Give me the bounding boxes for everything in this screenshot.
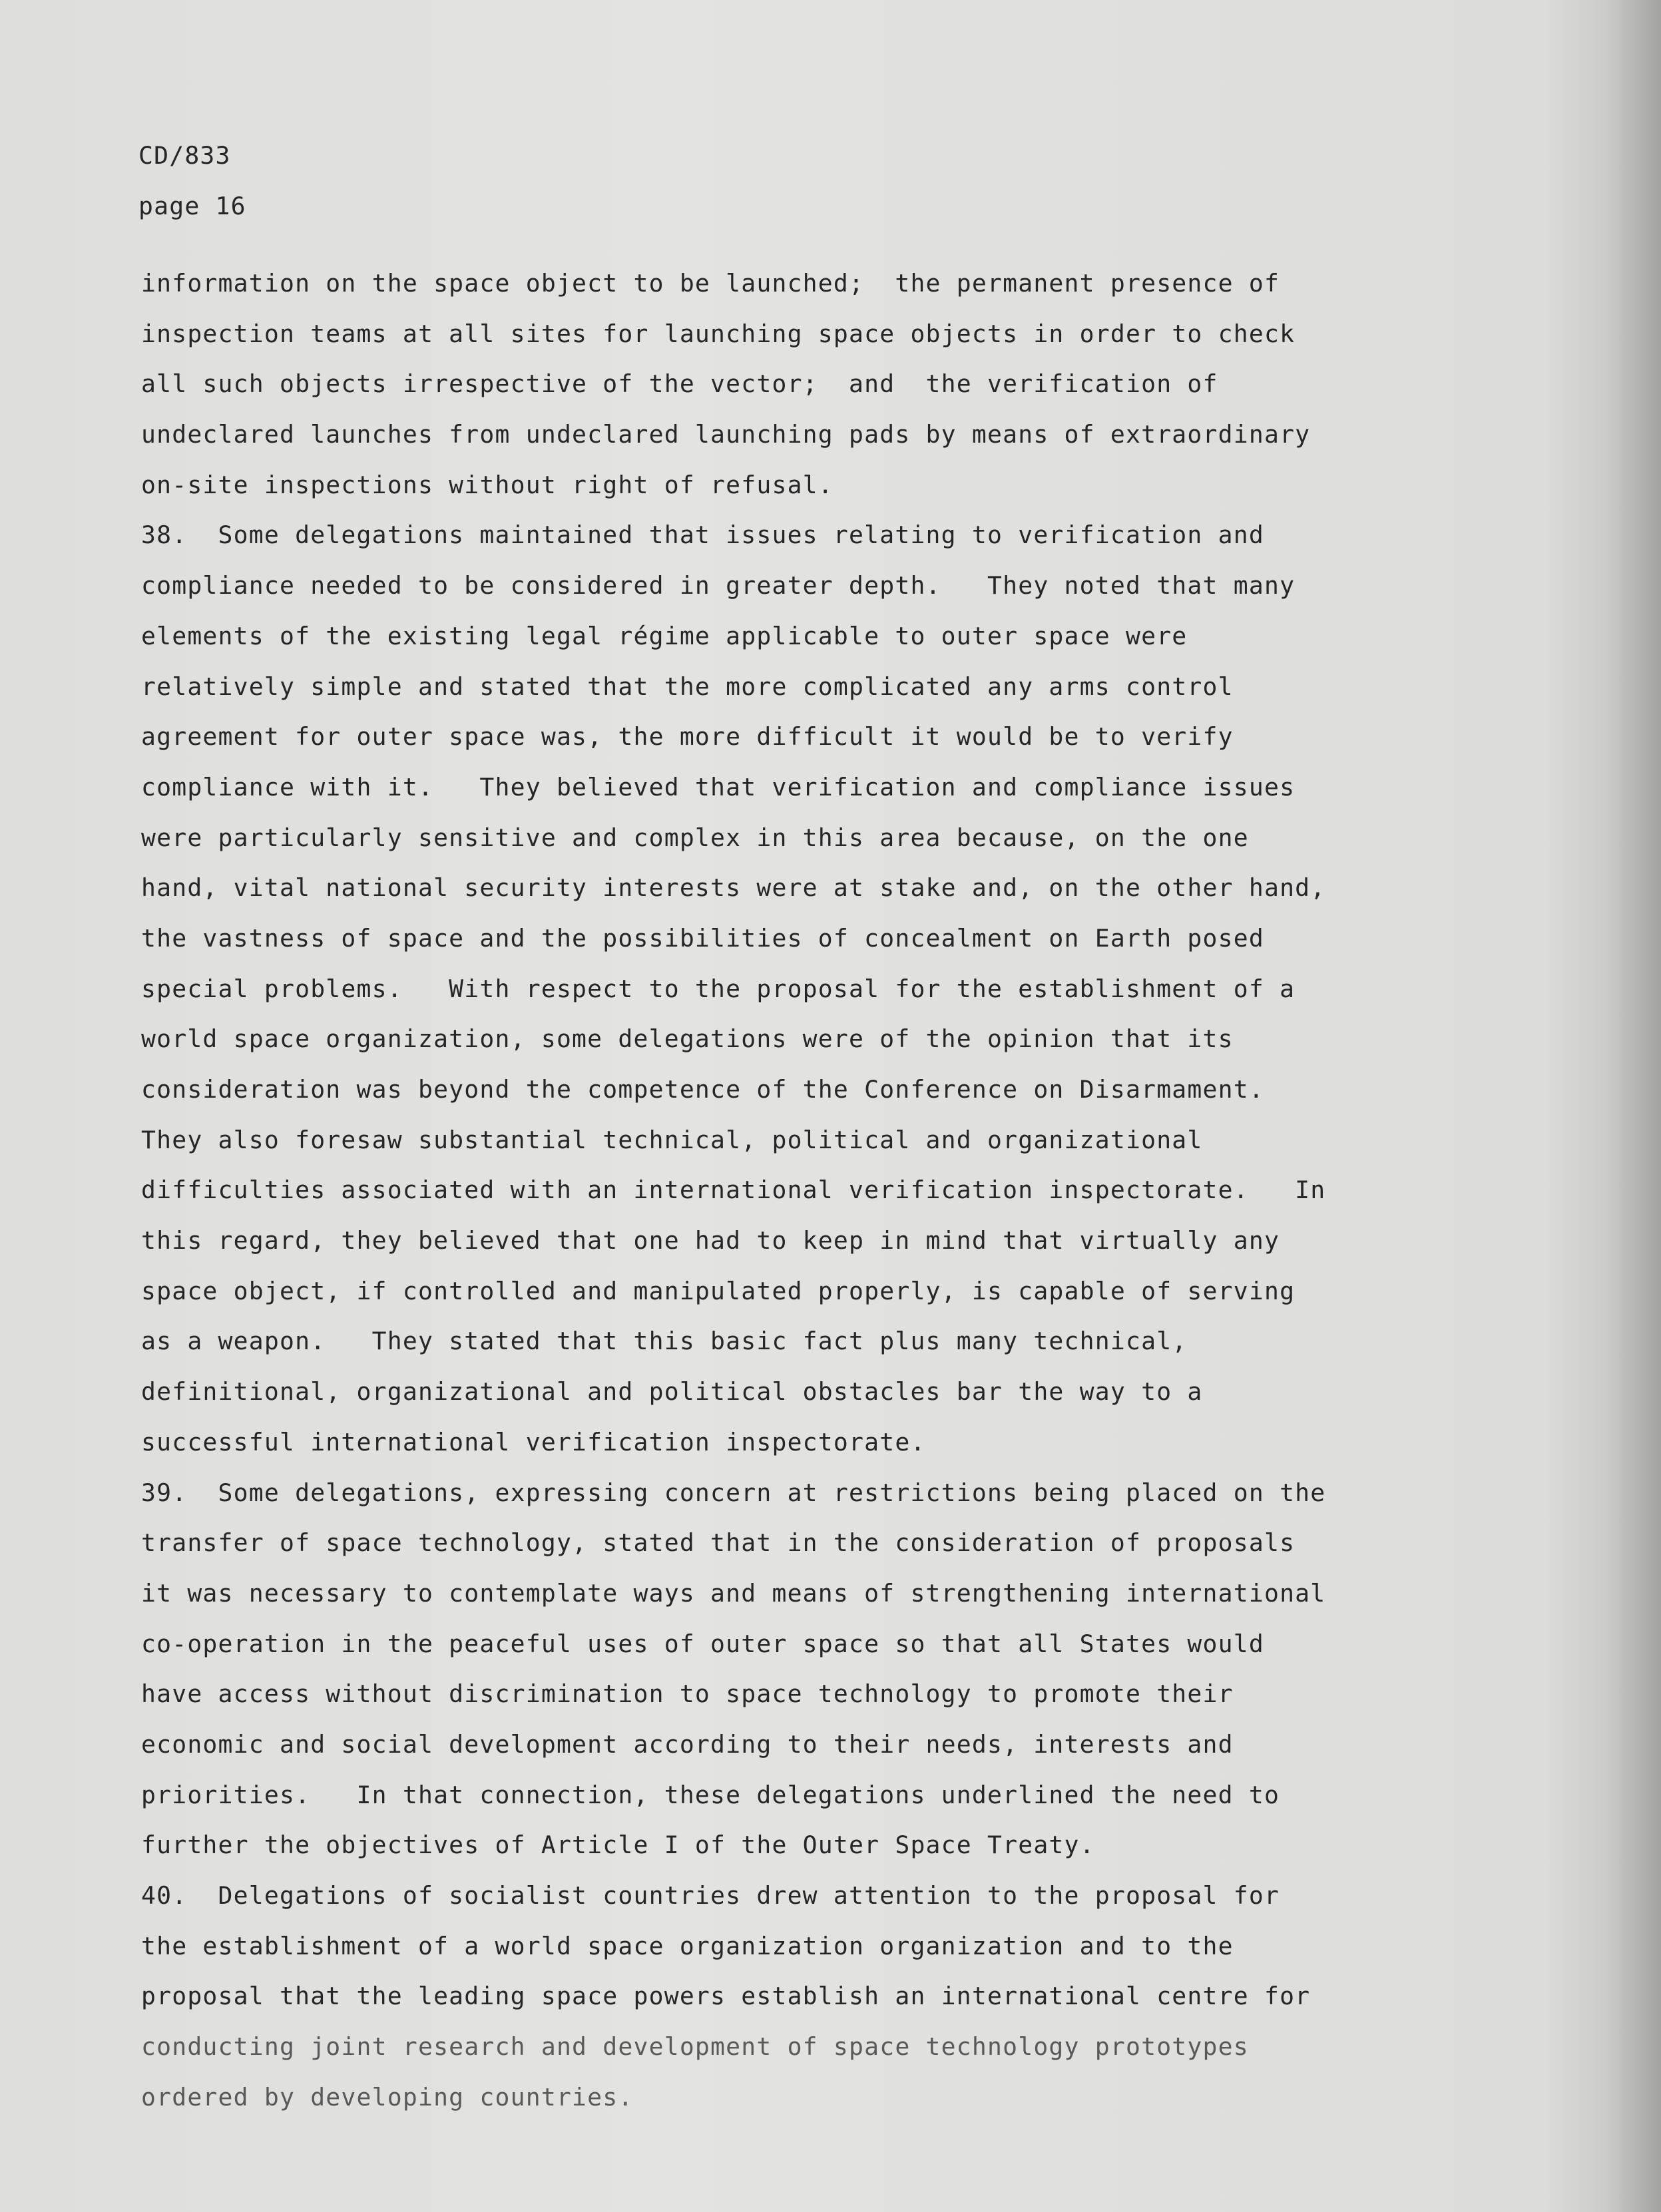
body-line: inspection teams at all sites for launching space objects in order to check [141,319,1296,348]
paragraph-40-start: 40. Delegations of socialist countries drew attention to the proposal for [141,1881,1280,1910]
body-line: it was necessary to contemplate ways and means of strengthening international [141,1578,1326,1608]
body-line: consideration was beyond the competence of the Conference on Disarmament. [141,1075,1264,1104]
body-line: conducting joint research and development of space technology prototypes [141,2032,1249,2062]
body-line: successful international verification inspectorate. [141,1427,926,1456]
body-line: priorities. In that connection, these delegations underlined the need to [141,1780,1280,1809]
body-line: They also foresaw substantial technical, political and organizational [141,1125,1203,1154]
body-line: agreement for outer space was, the more difficult it would be to verify [141,722,1234,752]
body-line: difficulties associated with an international verification inspectorate. In [141,1176,1326,1205]
body-line: this regard, they believed that one had to keep in mind that virtually any [141,1226,1280,1255]
body-line: the establishment of a world space organization organization and to the [141,1931,1234,1960]
body-line: further the objectives of Article I of the Outer Space Treaty. [141,1831,1095,1860]
body-line: special problems. With respect to the proposal for the establishment of a [141,974,1296,1003]
body-text [141,258,1473,2122]
body-line: information on the space object to be launched; the permanent presence of [141,269,1280,298]
body-line: on-site inspections without right of refusal. [141,470,833,499]
body-line: undeclared launches from undeclared launching pads by means of extraordinary [141,420,1311,449]
body-line: ordered by developing countries. [141,2082,634,2111]
body-line: hand, vital national security interests were at stake and, on the other hand, [141,873,1326,903]
body-line: economic and social development according to their needs, interests and [141,1729,1234,1759]
paragraph-39-start: 39. Some delegations, expressing concern at restrictions being placed on the [141,1478,1326,1507]
body-line: proposal that the leading space powers establish an international centre for [141,1982,1311,2011]
document-symbol: CD/833 [138,141,231,170]
body-line: as a weapon. They stated that this basic fact plus many technical, [141,1327,1188,1356]
document-header [138,130,246,231]
body-line: compliance needed to be considered in greater depth. They noted that many [141,571,1296,600]
page-edge-shadow [1608,0,1661,2212]
body-line: co-operation in the peaceful uses of outer space so that all States would [141,1629,1264,1658]
body-line: were particularly sensitive and complex in this area because, on the one [141,823,1249,852]
body-line: compliance with it. They believed that verification and compliance issues [141,772,1296,801]
body-line: have access without discrimination to space technology to promote their [141,1679,1234,1709]
body-line: definitional, organizational and political obstacles bar the way to a [141,1377,1203,1407]
body-line: elements of the existing legal régime applicable to outer space were [141,621,1188,650]
body-line: transfer of space technology, stated that in the consideration of proposals [141,1528,1296,1558]
body-line: all such objects irrespective of the vector; and the verification of [141,369,1218,399]
body-line: the vastness of space and the possibilities of concealment on Earth posed [141,923,1264,953]
body-line: relatively simple and stated that the more complicated any arms control [141,672,1234,701]
body-line: space object, if controlled and manipulated properly, is capable of serving [141,1276,1296,1305]
paragraph-38-start: 38. Some delegations maintained that issues relating to verification and [141,521,1264,550]
body-line: world space organization, some delegations were of the opinion that its [141,1024,1234,1054]
page-number: page 16 [138,191,246,220]
